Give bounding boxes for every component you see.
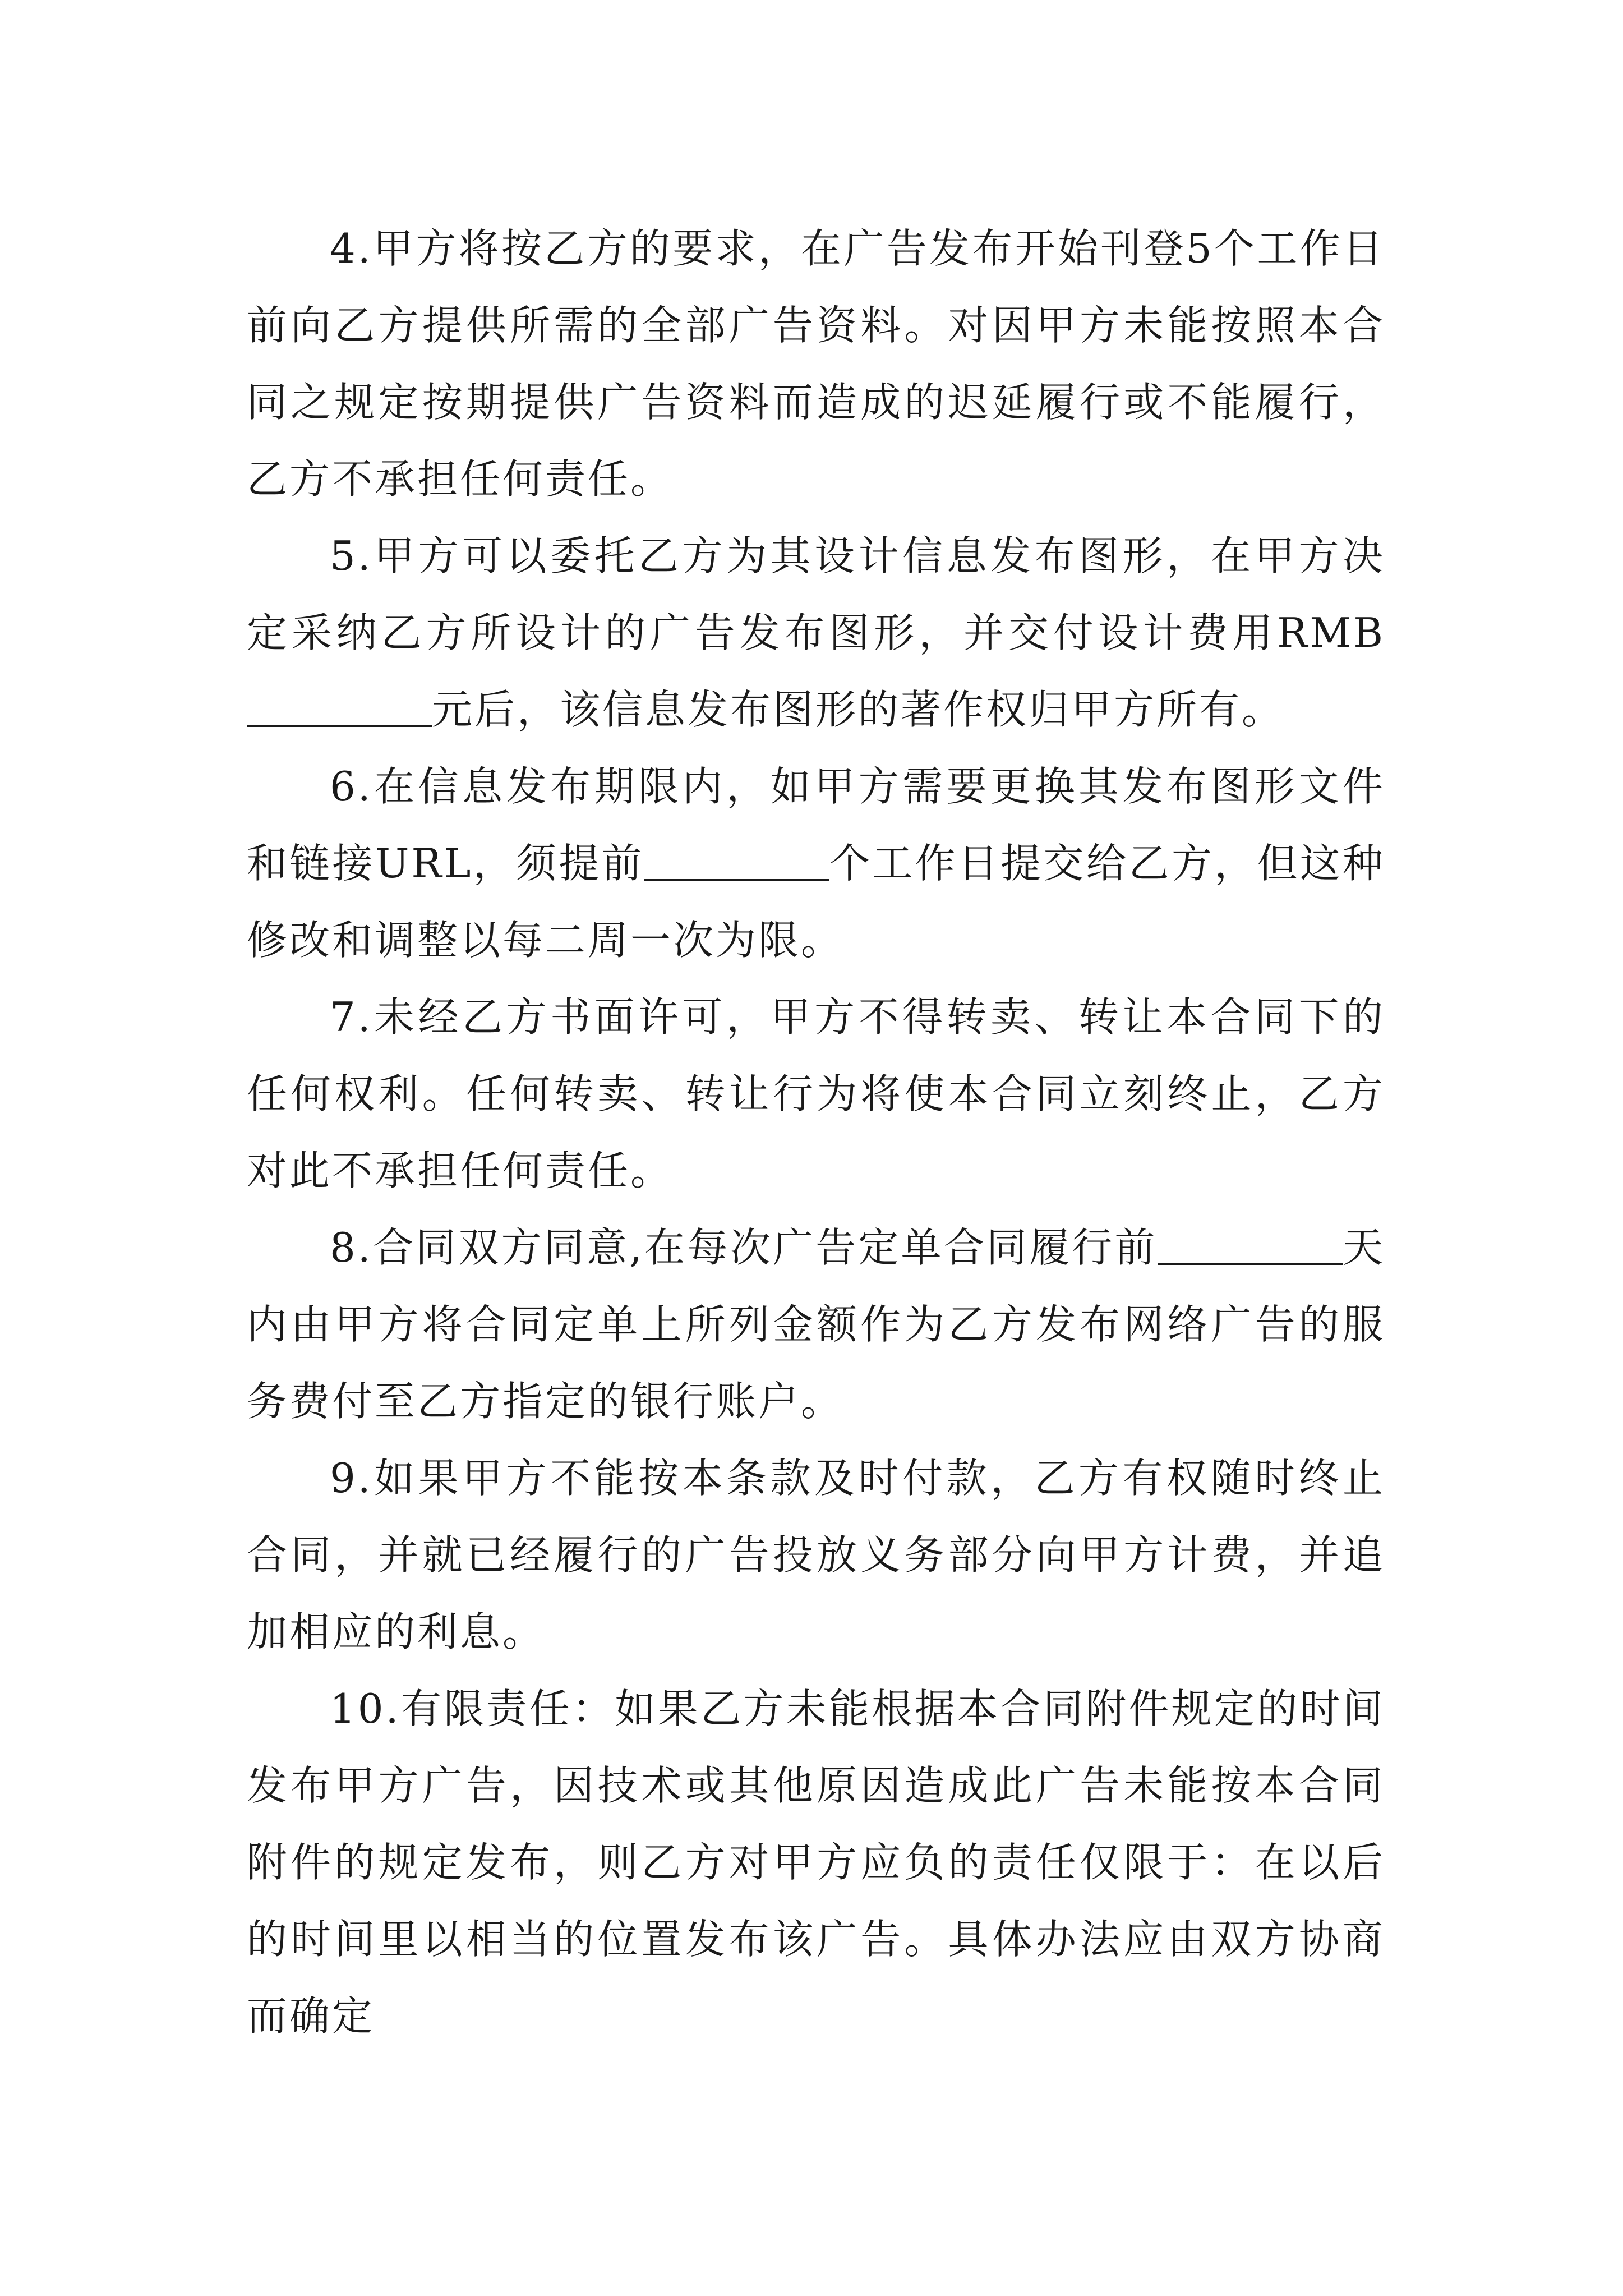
notice-days-blank (644, 839, 829, 881)
clause-10: 10.有限责任：如果乙方未能根据本合同附件规定的时间发布甲方广告，因技术或其他原因造成此广告未能按本合同附件的规定发布，则乙方对甲方应负的责任仅限于：在以后的时间里以相当的位置发布该广告。具体办法应由双方协商而确定 (247, 1685, 1385, 2040)
payment-days-blank (1158, 1223, 1343, 1265)
clause-8-text-after: 天内由甲方将合同定单上所列金额作为乙方发布网络广告的服务费付至乙方指定的银行账户。 (247, 1224, 1385, 1425)
clause-6-text-before: 6.在信息发布期限内，如甲方需要更换其发布图形文件和链接URL，须提前 (247, 763, 1385, 887)
contract-body (247, 210, 1385, 2055)
clause-7: 7.未经乙方书面许可，甲方不得转卖、转让本合同下的任何权利。任何转卖、转让行为将使本合同立刻终止，乙方对此不承担任何责任。 (247, 993, 1385, 1194)
clause-6 (247, 748, 1385, 979)
design-fee-blank (247, 685, 432, 727)
clause-8-text-before: 8.合同双方同意,在每次广告定单合同履行前 (330, 1224, 1158, 1271)
clause-9: 9.如果甲方不能按本条款及时付款，乙方有权随时终止合同，并就已经履行的广告投放义务部分向甲方计费，并追加相应的利息。 (247, 1455, 1385, 1655)
clause-5 (247, 518, 1385, 748)
clause-5-text-after: 元后，该信息发布图形的著作权归甲方所有。 (432, 686, 1285, 733)
clause-4: 4.甲方将按乙方的要求，在广告发布开始刊登5个工作日前向乙方提供所需的全部广告资料。对因甲方未能按照本合同之规定按期提供广告资料而造成的迟延履行或不能履行，乙方不承担任何责任。 (247, 225, 1385, 503)
clause-6-text-after: 个工作日提交给乙方，但这种修改和调整以每二周一次为限。 (247, 840, 1385, 964)
clause-8 (247, 1209, 1385, 1440)
clause-5-text-before: 5.甲方可以委托乙方为其设计信息发布图形，在甲方决定采纳乙方所设计的广告发布图形，并交付设计费用RMB (247, 532, 1385, 656)
